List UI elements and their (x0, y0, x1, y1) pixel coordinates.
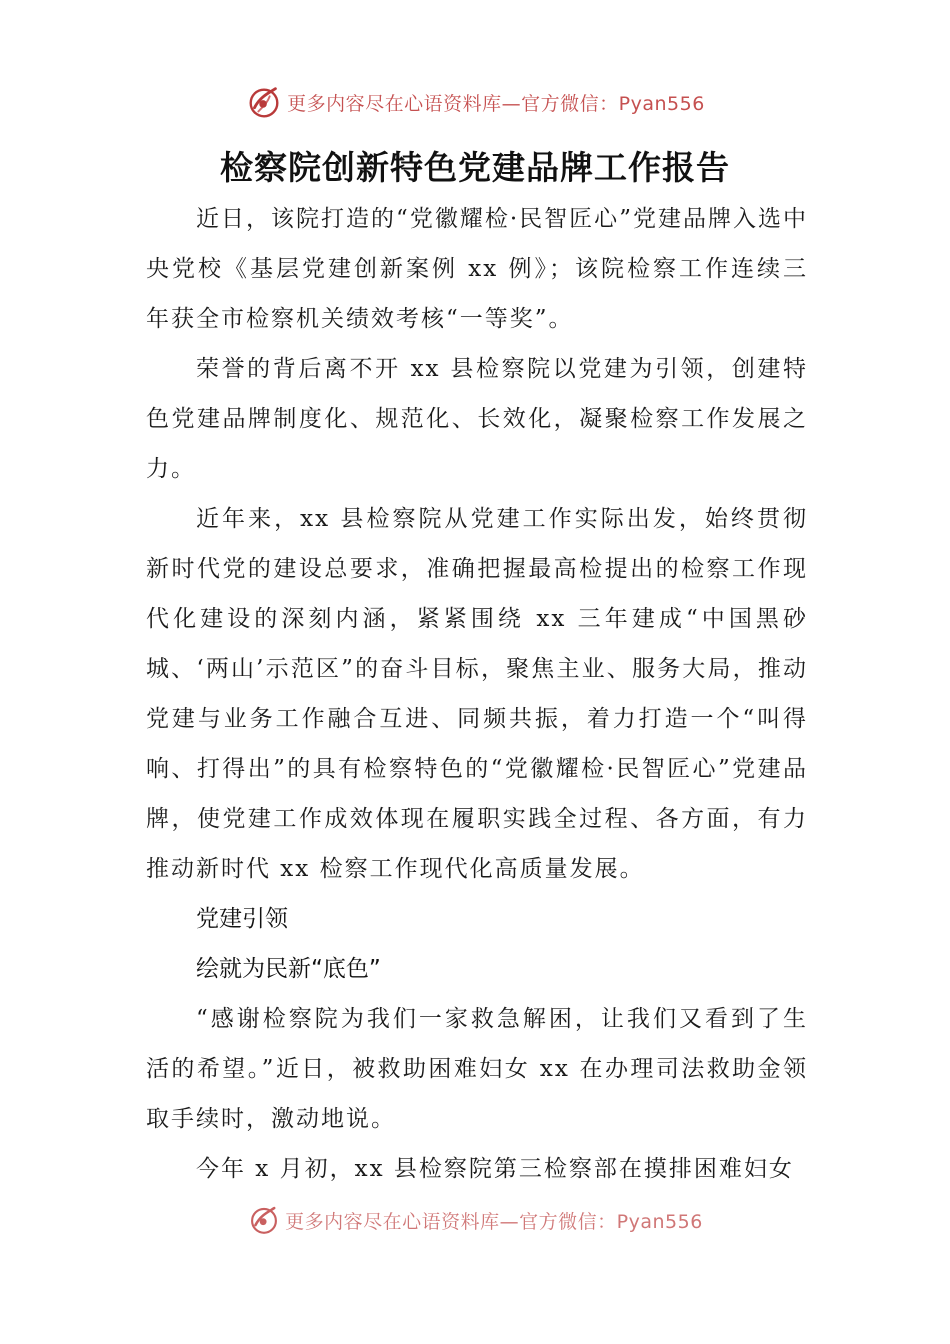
red-swirl-logo-icon (245, 83, 283, 121)
section-subheading: 绘就为民新“底色” (196, 956, 381, 982)
paragraph: “感谢检察院为我们一家救急解困，让我们又看到了生活的希望。”近日，被救助困难妇女 xx 在办理司法救助金领取手续时，激动地说。 (146, 1006, 808, 1132)
watermark-text: 更多内容尽在心语资料库—官方微信：Pyan556 (285, 1210, 703, 1233)
paragraph: 今年 x 月初，xx 县检察院第三检察部在摸排困难妇女 (196, 1156, 794, 1182)
document-body (146, 194, 808, 1194)
section-heading: 党建引领 (196, 906, 288, 932)
document-title: 检察院创新特色党建品牌工作报告 (220, 148, 730, 187)
paragraph: 近年来，xx 县检察院从党建工作实际出发，始终贯彻新时代党的建设总要求，准确把握最高检提出的检察工作现代化建设的深刻内涵，紧紧围绕 xx 三年建成“中国黑砂城、‘两山’示范区”的奋斗目标，聚焦主业、服务大局，推动党建与业务工作融合互进、同频共振，着力打造一个“叫得响、打得出”的具有检察特色的“党徽耀检·民智匠心”党建品牌，使党建工作成效体现在履职实践全过程、各方面，有力推动新时代 xx 检察工作现代化高质量发展。 (146, 506, 808, 882)
paragraph: 近日，该院打造的“党徽耀检·民智匠心”党建品牌入选中央党校《基层党建创新案例 xx 例》；该院检察工作连续三年获全市检察机关绩效考核“一等奖”。 (146, 206, 808, 332)
watermark-banner-top (0, 82, 950, 122)
watermark-text: 更多内容尽在心语资料库—官方微信：Pyan556 (287, 92, 705, 115)
paragraph: 荣誉的背后离不开 xx 县检察院以党建为引领，创建特色党建品牌制度化、规范化、长效化，凝聚检察工作发展之力。 (146, 356, 808, 482)
red-swirl-logo-icon (247, 1203, 281, 1237)
watermark-banner-bottom (0, 1202, 950, 1238)
